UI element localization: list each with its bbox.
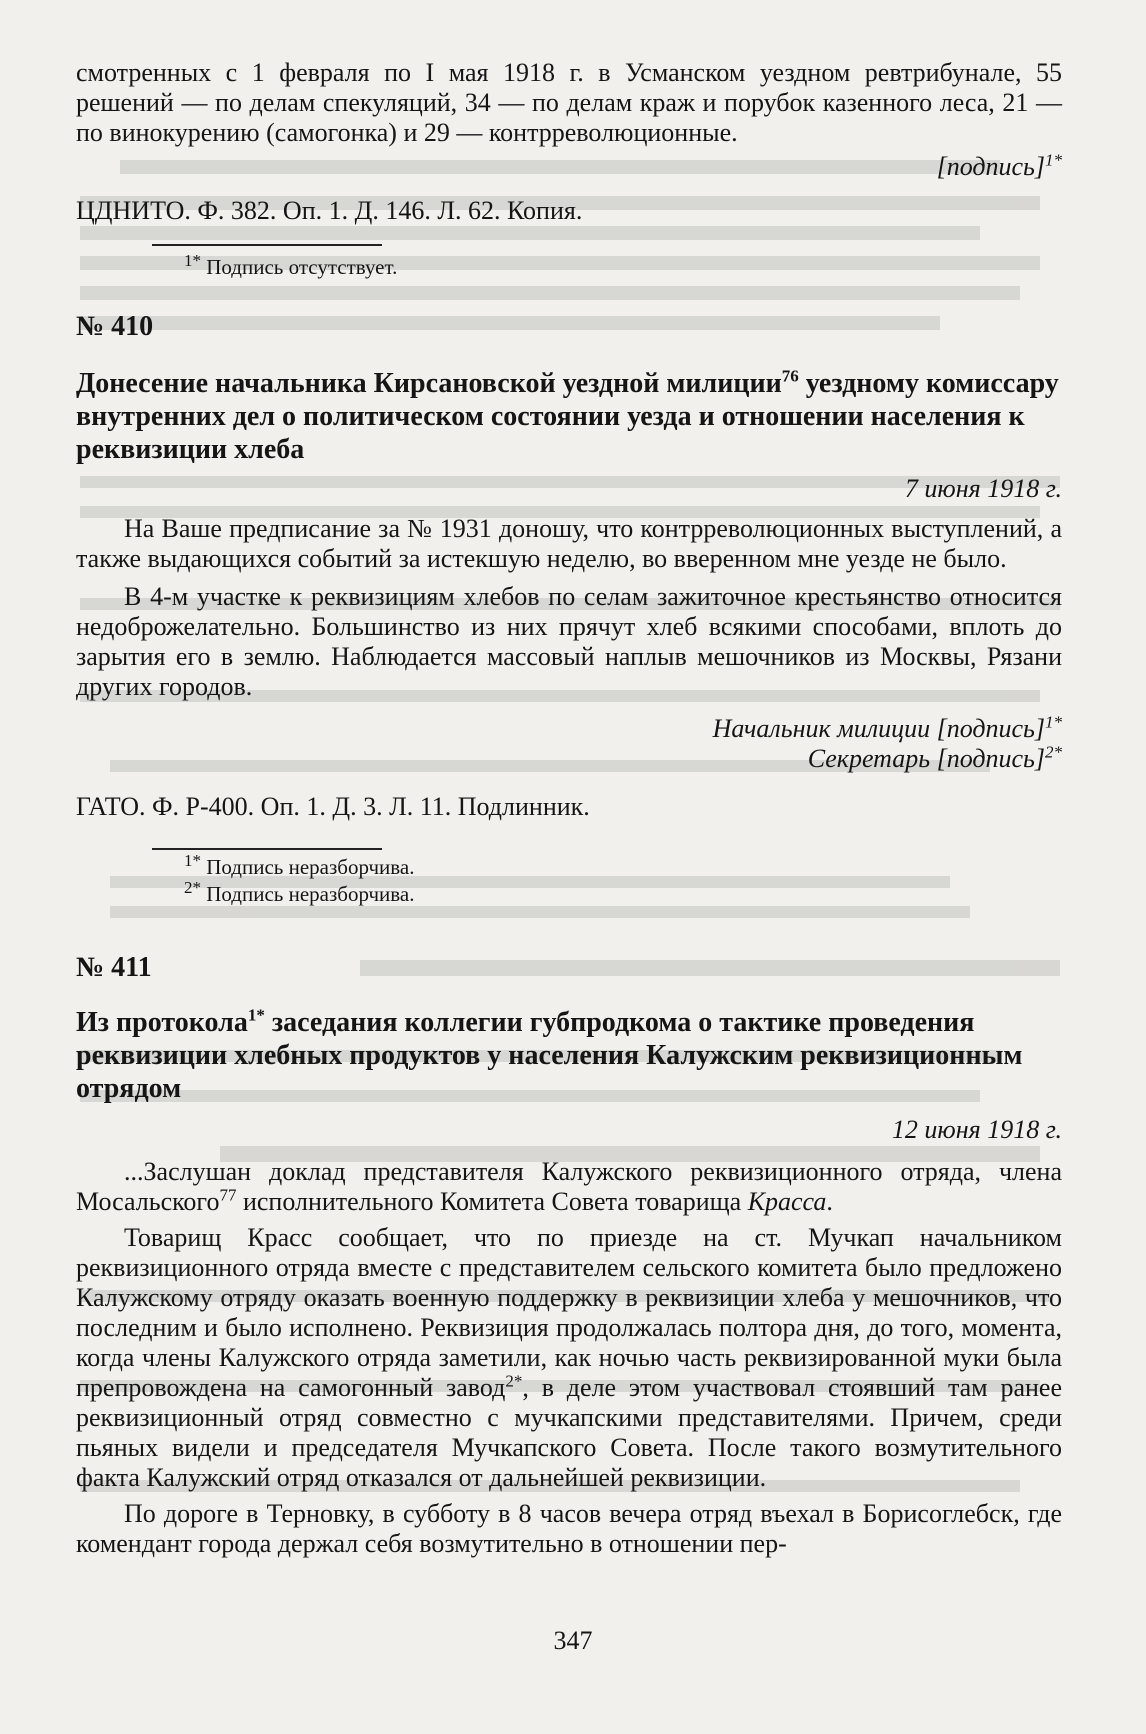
footnote-ref: 1*	[247, 1005, 265, 1025]
footnote-ref: 1*	[1045, 150, 1062, 170]
intro-signature: [подпись]$^{1*}$	[936, 150, 1062, 181]
archive-source: ЦДНИТО. Ф. 382. Оп. 1. Д. 146. Л. 62. Копия.	[76, 196, 583, 225]
footnote-ref: 76	[781, 366, 799, 386]
document-title: Донесение начальника Кирсановской уездной милиции$^{76}$ уездному комиссару внутренних дел о политическом состоянии уезда и отношении населения к реквизиции хлеба	[76, 366, 1059, 465]
footnote: $^{1*}$ Подпись неразборчива.	[184, 851, 415, 879]
signature-line: Начальник милиции [подпись]$^{1*}$	[712, 712, 1062, 743]
footnote-ref: 77	[219, 1185, 237, 1205]
document-date: 7 июня 1918 г.	[904, 474, 1062, 503]
footnote-divider	[152, 848, 382, 850]
document-title: Из протокола$^{1*}$ заседания коллегии губпродкома о тактике проведения реквизиции хлебных продуктов у населения Калужским реквизиционным отрядом	[76, 1005, 1023, 1104]
signature-line: Секретарь [подпись]$^{2*}$	[807, 742, 1062, 773]
document-page	[76, 58, 1062, 1559]
body-paragraph: На Ваше предписание за № 1931 доношу, что контрреволюционных выступлений, а также выдающихся событий за истекшую неделю, во вверенном мне уезде не было.	[76, 514, 1062, 573]
body-paragraph: Товарищ Красс сообщает, что по приезде на ст. Мучкап начальником реквизиционного отряда вместе с представителем сельского комитета было предложено Калужскому отряду оказать военную поддержку в реквизиции хлеба у мешочников, что последним и было исполнено. Реквизиция продолжалась полтора дня, до того, момента, когда члены Калужского отряда заметили, как ночью часть реквизированной муки была препровождена на самогонный завод$^{2*}$, в деле этом участвовал стоявший там ранее реквизиционный отряд совместно с мучкапскими представителями. Причем, среди пьяных видели и председателя Мучкапского Совета. После такого возмутительного факта Калужский отряд отказался от дальнейшей реквизиции.	[76, 1223, 1062, 1492]
footnote-ref: 2*	[505, 1371, 523, 1391]
intro-paragraph: смотренных с 1 февраля по I мая 1918 г. в Усманском уездном ревтрибунале, 55 решений — по делам спекуляций, 34 — по делам краж и порубок казенного леса, 21 — по винокурению (самогонка) и 29 — контрреволюционные.	[76, 58, 1062, 147]
archive-source: ГАТО. Ф. Р-400. Оп. 1. Д. 3. Л. 11. Подлинник.	[76, 792, 590, 821]
body-paragraph: В 4-м участке к реквизициям хлебов по селам зажиточное крестьянство относится недоброжелательно. Большинство из них прячут хлеб всякими способами, вплоть до зарытия его в землю. Наблюдается массовый наплыв мешочников из Москвы, Рязани других городов.	[76, 582, 1062, 701]
document-date: 12 июня 1918 г.	[891, 1115, 1062, 1144]
body-paragraph: По дороге в Терновку, в субботу в 8 часов вечера отряд въехал в Борисоглебск, где комендант города держал себя возмутительно в отношении пер-	[76, 1499, 1062, 1558]
page-number: 347	[553, 1626, 593, 1655]
footnote-divider	[152, 244, 382, 246]
document-number: № 411	[76, 952, 152, 983]
footnote: $^{2*}$ Подпись неразборчива.	[184, 878, 415, 906]
footnote: $^{1*}$ Подпись отсутствует.	[184, 251, 398, 279]
body-paragraph: ...Заслушан доклад представителя Калужского реквизиционного отряда, члена Мосальского$^{77}$ исполнительного Комитета Совета товарища Красса.	[76, 1157, 1062, 1216]
document-number: № 410	[76, 311, 154, 342]
